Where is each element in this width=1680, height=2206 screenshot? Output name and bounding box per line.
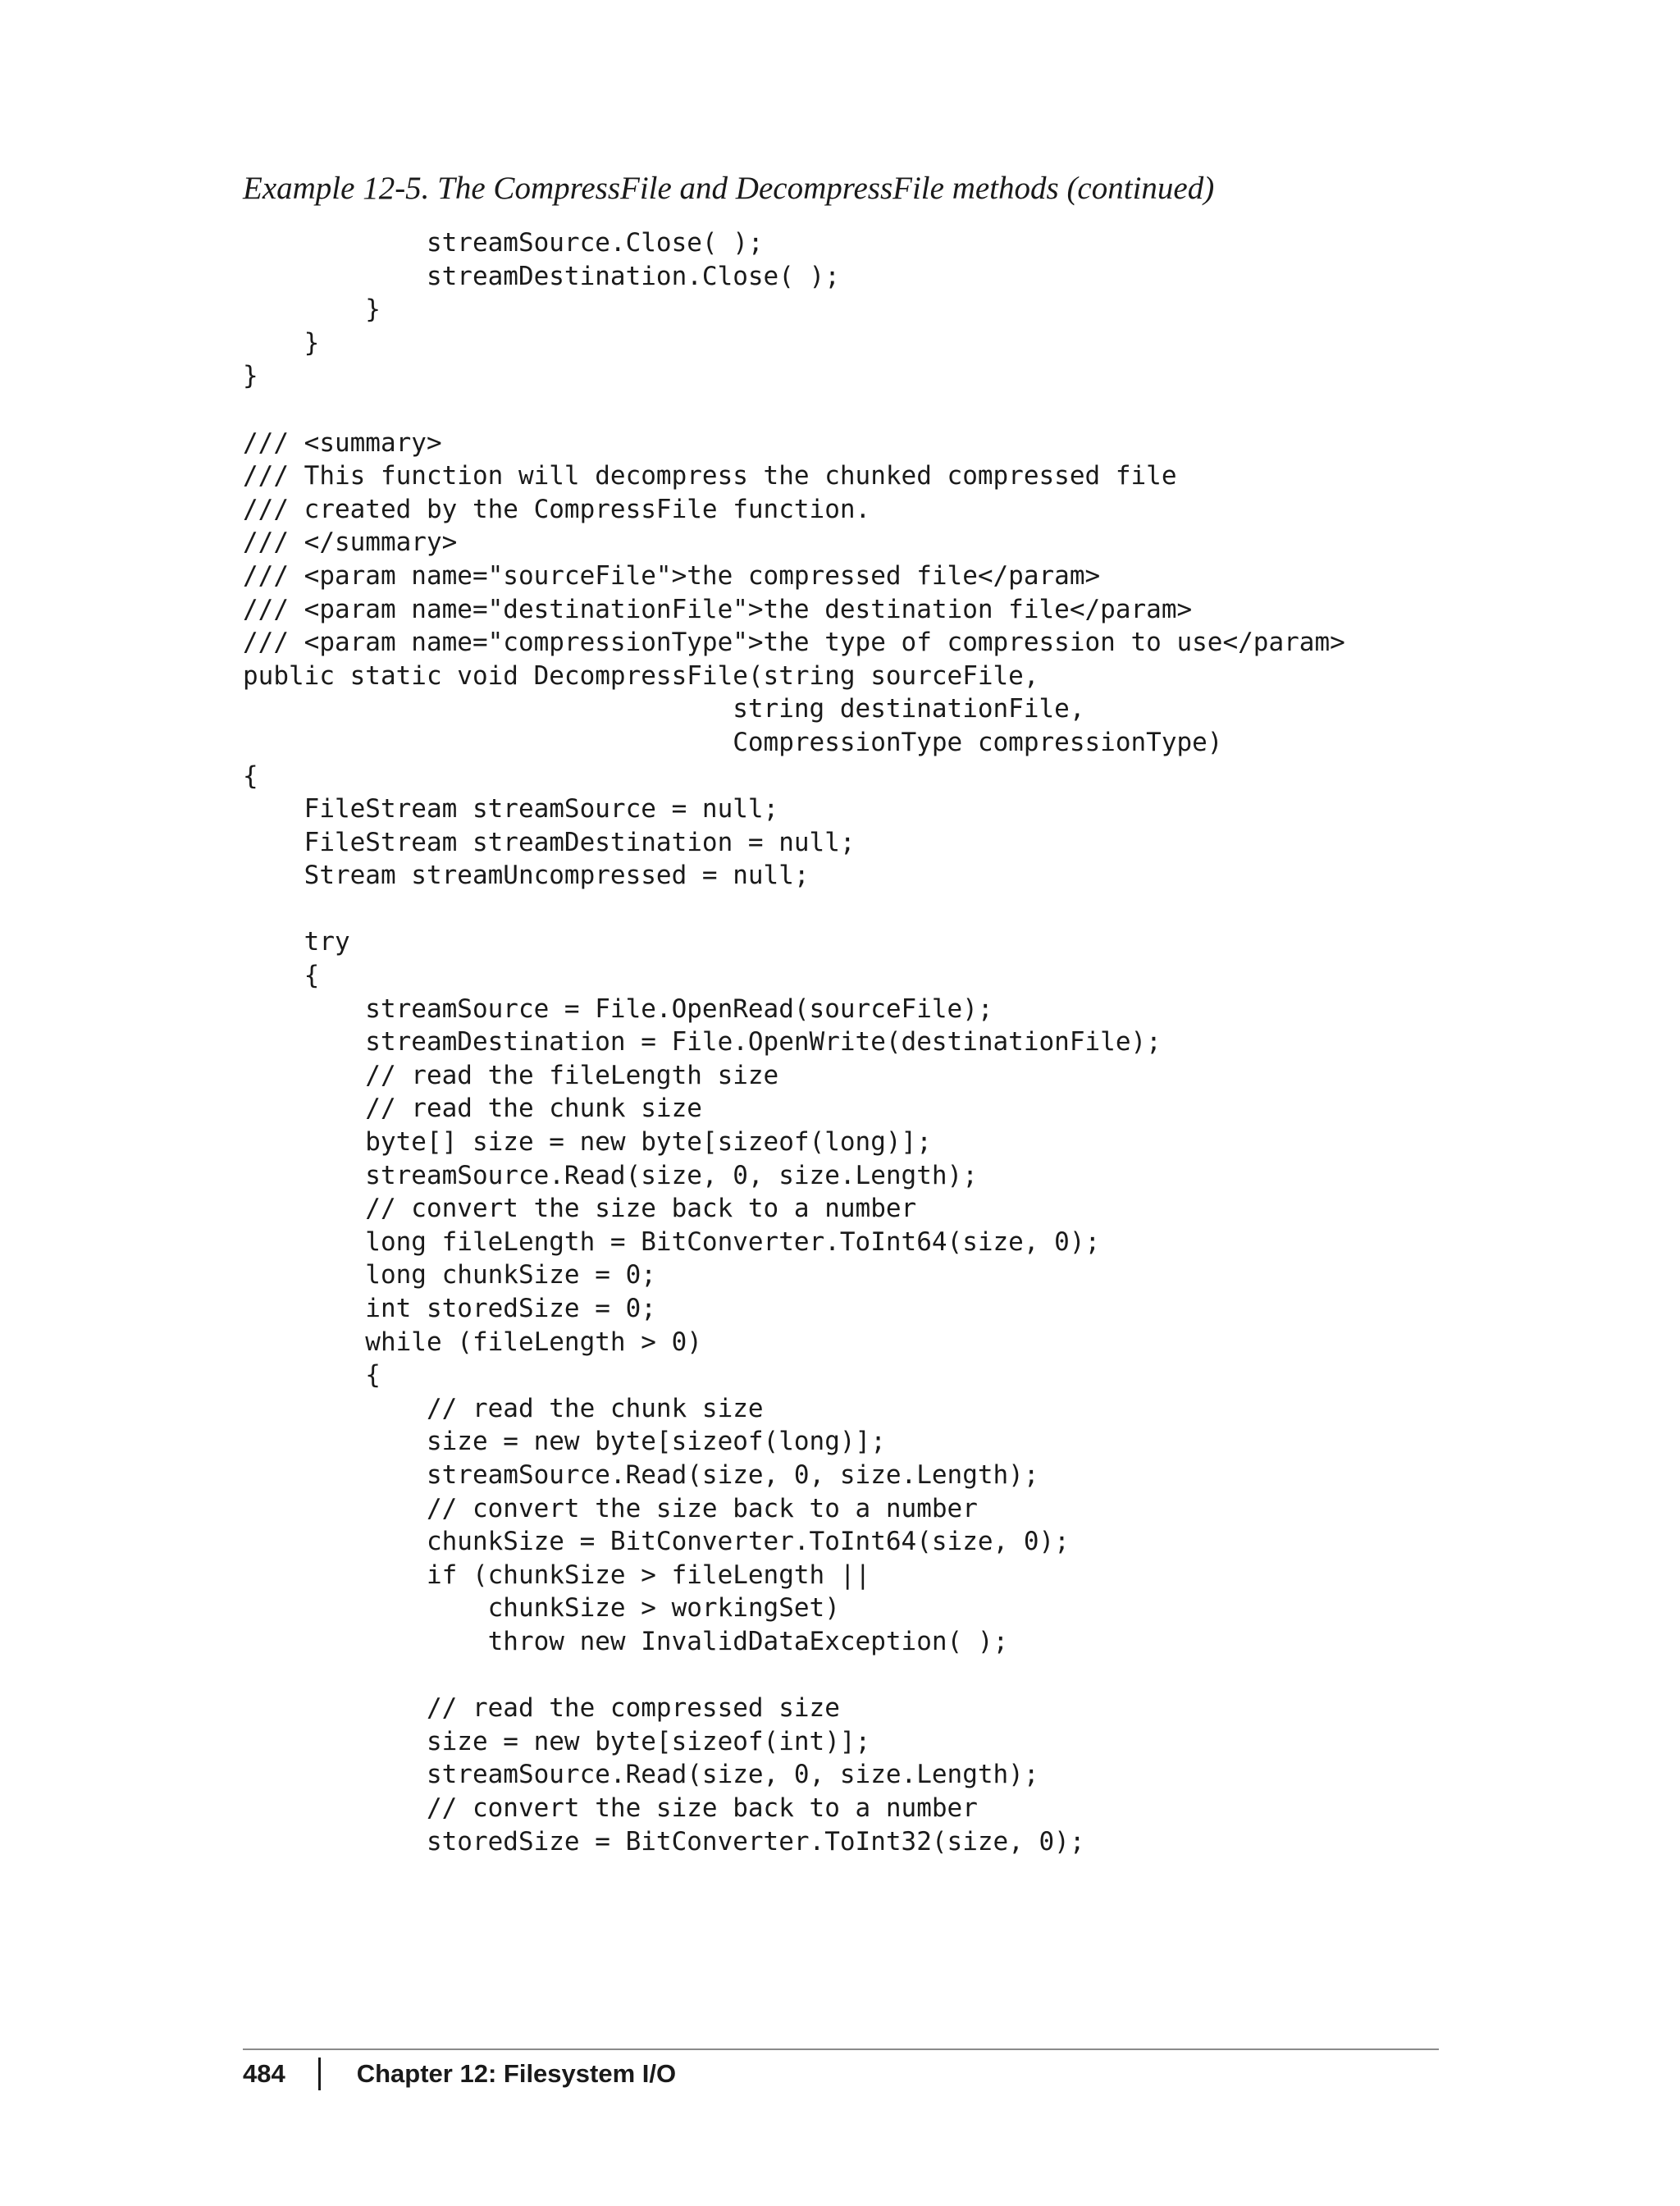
code-line: [243, 393, 1345, 427]
code-line: FileStream streamSource = null;: [243, 794, 779, 824]
code-line: long fileLength = BitConverter.ToInt64(size, 0);: [243, 1226, 1101, 1257]
code-line: [243, 1659, 1345, 1692]
code-line: streamDestination.Close( );: [243, 261, 840, 291]
code-line: streamSource.Read(size, 0, size.Length);: [243, 1160, 978, 1190]
code-line: chunkSize > workingSet): [243, 1593, 840, 1624]
code-line: }: [243, 361, 258, 391]
code-line: {: [243, 1360, 381, 1391]
code-line: [243, 893, 1345, 926]
code-line: // convert the size back to a number: [243, 1194, 917, 1224]
footer-rule: [243, 2048, 1439, 2050]
code-line: long chunkSize = 0;: [243, 1260, 656, 1290]
code-line: size = new byte[sizeof(long)];: [243, 1427, 886, 1457]
code-line: streamSource.Read(size, 0, size.Length);: [243, 1459, 1039, 1490]
code-line: chunkSize = BitConverter.ToInt64(size, 0);: [243, 1527, 1070, 1557]
code-line: public static void DecompressFile(string sourceFile,: [243, 660, 1039, 691]
code-line: CompressionType compressionType): [243, 727, 1223, 757]
code-line: streamDestination = File.OpenWrite(destinationFile);: [243, 1027, 1162, 1057]
code-line: // read the fileLength size: [243, 1060, 779, 1090]
code-line: FileStream streamDestination = null;: [243, 827, 856, 857]
code-line: // read the compressed size: [243, 1693, 840, 1724]
code-line: while (fileLength > 0): [243, 1327, 702, 1357]
code-listing: [243, 226, 1345, 1858]
page-footer: [243, 2058, 676, 2090]
code-line: // read the chunk size: [243, 1393, 764, 1423]
code-line: // convert the size back to a number: [243, 1793, 978, 1823]
code-line: streamSource.Close( );: [243, 228, 764, 258]
chapter-title: Chapter 12: Filesystem I/O: [356, 2059, 677, 2088]
code-line: /// <param name="destinationFile">the destination file</param>: [243, 594, 1193, 624]
code-line: size = new byte[sizeof(int)];: [243, 1726, 871, 1756]
page-number: 484: [243, 2059, 285, 2088]
code-line: /// <summary>: [243, 427, 442, 458]
code-line: /// created by the CompressFile function.: [243, 494, 871, 524]
code-line: string destinationFile,: [243, 694, 1085, 724]
code-line: /// </summary>: [243, 528, 458, 558]
code-line: {: [243, 760, 258, 791]
code-line: try: [243, 927, 350, 957]
code-line: byte[] size = new byte[sizeof(long)];: [243, 1127, 932, 1158]
code-line: streamSource = File.OpenRead(sourceFile);: [243, 993, 993, 1024]
code-line: /// <param name="compressionType">the type of compression to use</param>: [243, 628, 1345, 658]
code-line: storedSize = BitConverter.ToInt32(size, 0);: [243, 1826, 1085, 1857]
code-line: /// This function will decompress the chunked compressed file: [243, 461, 1177, 491]
code-line: /// <param name="sourceFile">the compressed file</param>: [243, 560, 1101, 591]
code-line: throw new InvalidDataException( );: [243, 1626, 1009, 1656]
code-line: // convert the size back to a number: [243, 1493, 978, 1523]
example-caption: Example 12-5. The CompressFile and DecompressFile methods (continued): [243, 171, 1215, 206]
code-line: {: [243, 961, 320, 991]
code-line: Stream streamUncompressed = null;: [243, 861, 810, 891]
code-line: streamSource.Read(size, 0, size.Length);: [243, 1760, 1039, 1790]
code-line: if (chunkSize > fileLength ||: [243, 1560, 871, 1590]
code-line: // read the chunk size: [243, 1094, 702, 1124]
footer-separator: [318, 2058, 321, 2090]
code-line: }: [243, 295, 381, 325]
code-line: int storedSize = 0;: [243, 1294, 656, 1323]
code-line: }: [243, 327, 320, 358]
